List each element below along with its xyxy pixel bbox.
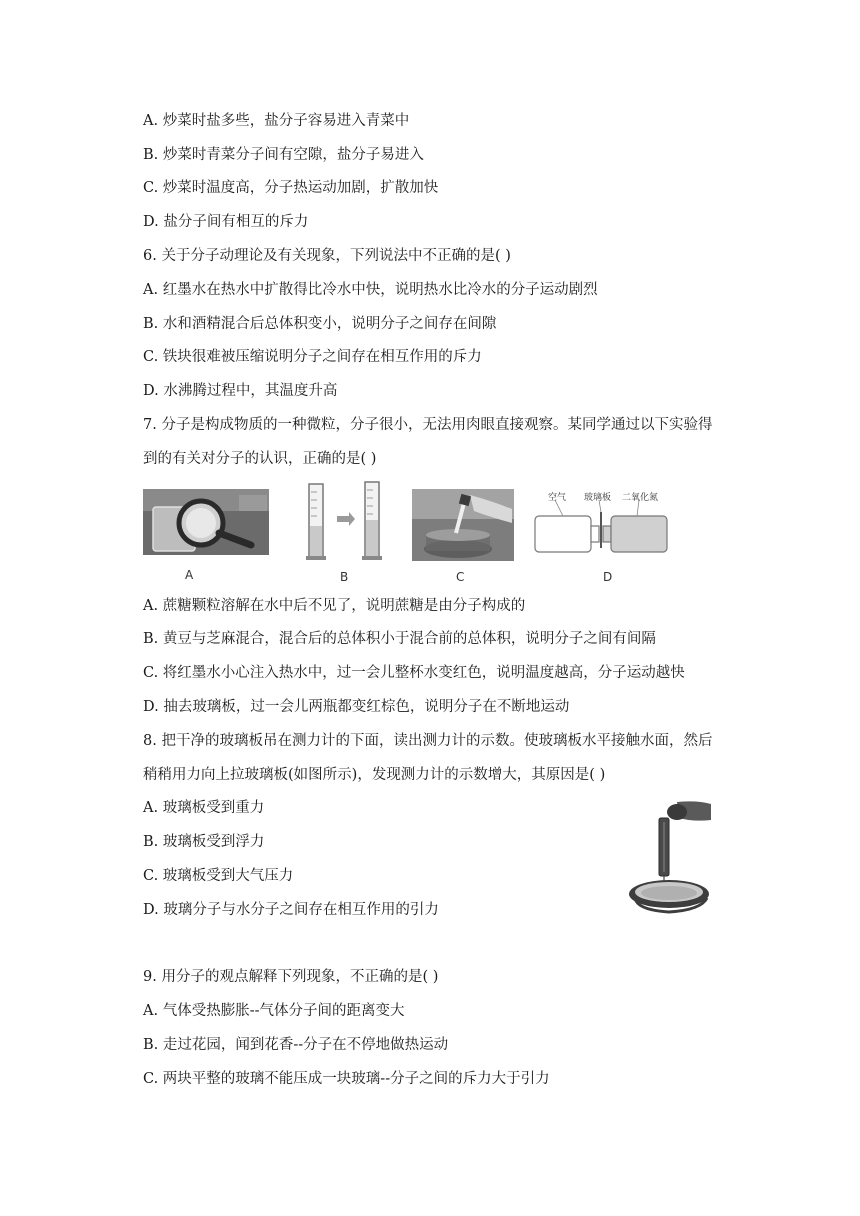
q7-figure-d-plate-label: 玻璃板 [584,493,612,503]
q7-figure-d-label: D [603,570,613,584]
q9-stem: 9. 用分子的观点解释下列现象，不正确的是( ) [143,969,439,985]
q6-option-a: A. 红墨水在热水中扩散得比冷水中快，说明热水比冷水的分子运动剧烈 [143,282,598,298]
q7-stem-line2: 到的有关对分子的认识，正确的是( ) [143,451,377,467]
q8-stem-line2: 稍稍用力向上拉玻璃板(如图所示)，发现测力计的示数增大，其原因是( ) [143,767,606,783]
q7-figure-b-cylinders [303,480,385,562]
q8-option-b: B. 玻璃板受到浮力 [143,834,265,850]
q7-stem-line1: 7. 分子是构成物质的一种微粒，分子很小，无法用肉眼直接观察。某同学通过以下实验得 [143,417,713,433]
q7-figure-c-dropper [412,489,514,561]
q8-option-d: D. 玻璃分子与水分子之间存在相互作用的引力 [143,902,439,918]
q7-figure-c-label: C [456,570,465,584]
q5-option-a: A. 炒菜时盐多些，盐分子容易进入青菜中 [143,113,410,129]
q7-option-d: D. 抽去玻璃板，过一会儿两瓶都变红棕色，说明分子在不断地运动 [143,699,570,715]
q6-stem: 6. 关于分子动理论及有关现象，下列说法中不正确的是( ) [143,248,511,264]
q7-option-a: A. 蔗糖颗粒溶解在水中后不见了，说明蔗糖是由分子构成的 [143,598,526,614]
q5-option-d: D. 盐分子间有相互的斥力 [143,214,309,230]
q7-option-c: C. 将红墨水小心注入热水中，过一会儿整杯水变红色，说明温度越高，分子运动越快 [143,665,685,681]
q7-figure-a-magnifier [143,489,269,555]
q5-option-c: C. 炒菜时温度高，分子热运动加剧，扩散加快 [143,180,439,196]
q9-option-a: A. 气体受热膨胀--气体分子间的距离变大 [143,1003,405,1019]
q7-figure-d-no2-label: 二氧化氮 [622,493,659,503]
q7-figure-a-label: A [185,568,194,582]
q7-figure-b-label: B [340,570,349,584]
q8-option-a: A. 玻璃板受到重力 [143,800,265,816]
q6-option-b: B. 水和酒精混合后总体积变小，说明分子之间存在间隙 [143,316,497,332]
q6-option-d: D. 水沸腾过程中，其温度升高 [143,383,338,399]
q9-option-b: B. 走过花园，闻到花香--分子在不停地做热运动 [143,1037,449,1053]
q5-option-b: B. 炒菜时青菜分子间有空隙，盐分子易进入 [143,147,424,163]
q6-option-c: C. 铁块很难被压缩说明分子之间存在相互作用的斥力 [143,349,482,365]
q7-option-b: B. 黄豆与芝麻混合，混合后的总体积小于混合前的总体积，说明分子之间有间隔 [143,631,656,647]
q9-option-c: C. 两块平整的玻璃不能压成一块玻璃--分子之间的斥力大于引力 [143,1071,550,1087]
q8-option-c: C. 玻璃板受到大气压力 [143,868,294,884]
q8-stem-line1: 8. 把干净的玻璃板吊在测力计的下面，读出测力计的示数。使玻璃板水平接触水面，然后 [143,733,713,749]
q7-figure-d-air-label: 空气 [548,493,567,503]
q8-figure-spring-scale [627,800,713,914]
